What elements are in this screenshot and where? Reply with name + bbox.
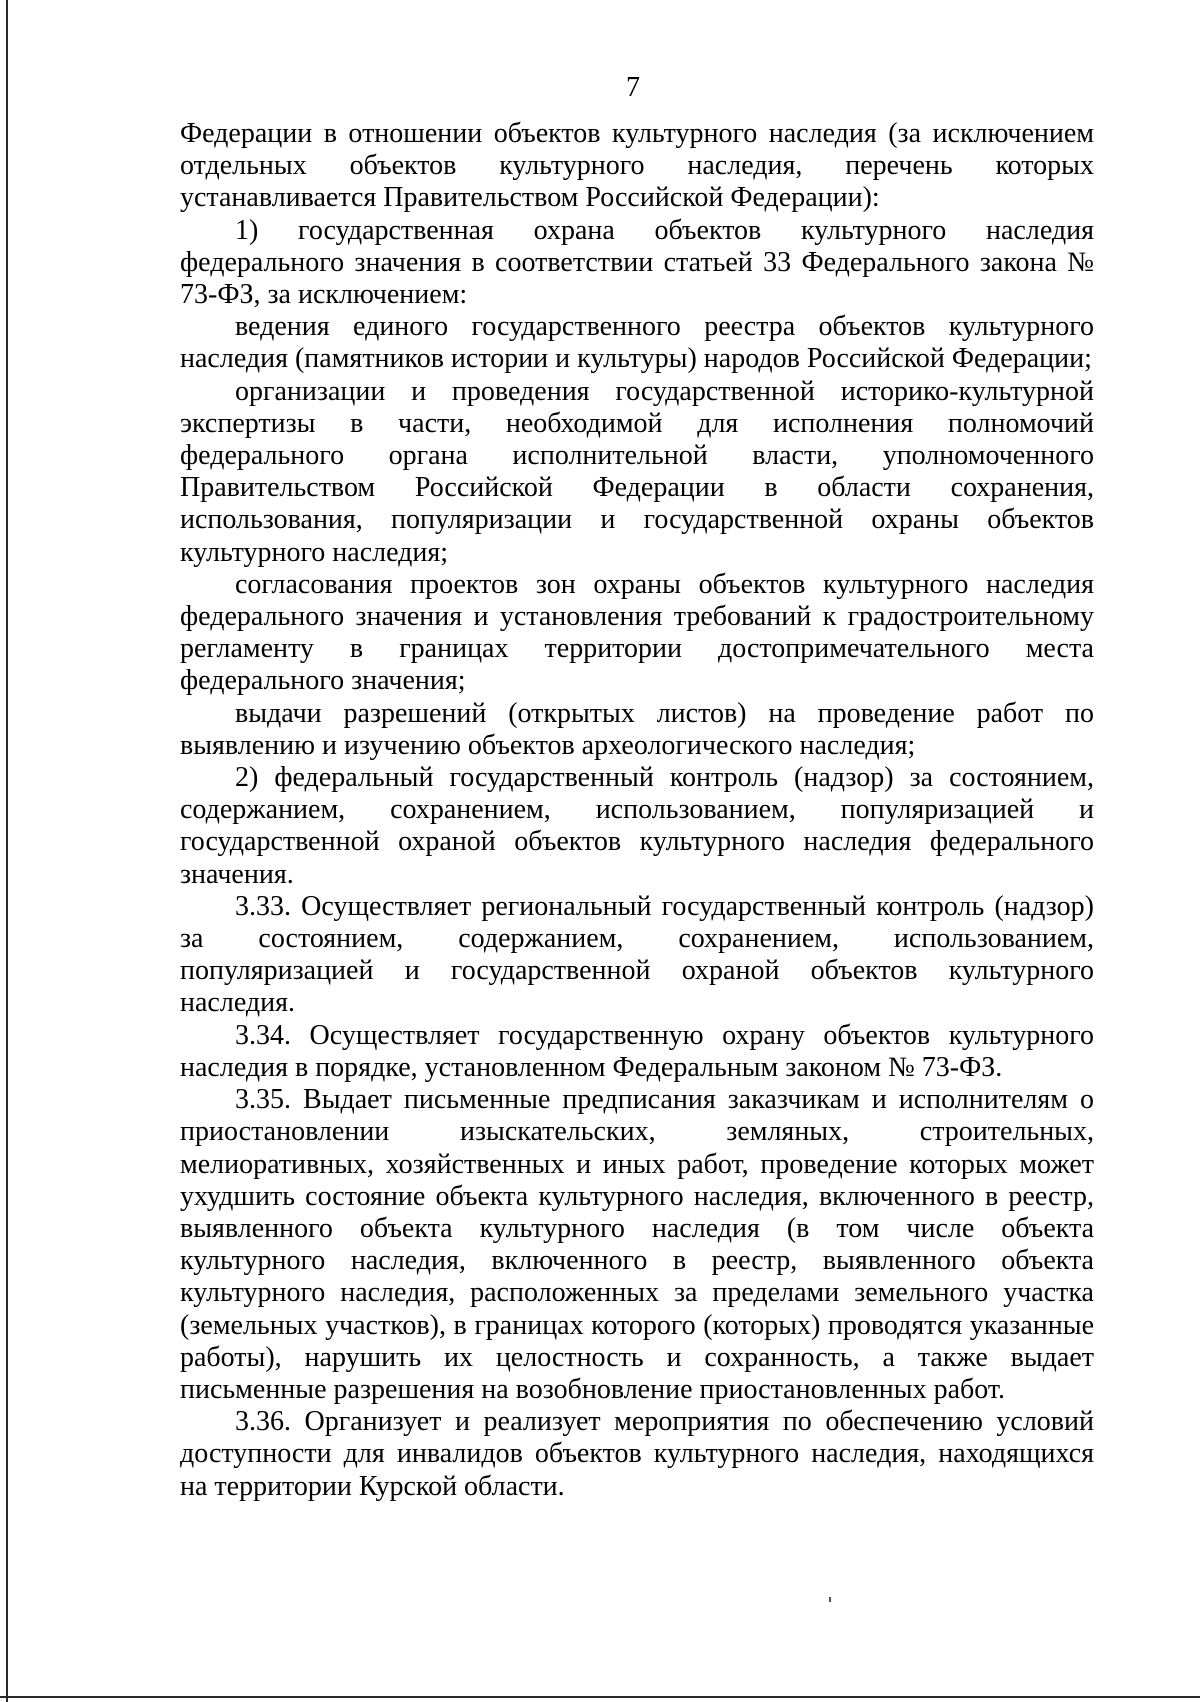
paragraph-exception-zones: согласования проектов зон охраны объектов культурного наследия федерального значения и установления требований к градостроительному регламенту в границах территории достопримечательного места федерального значения;: [180, 568, 1094, 697]
scan-bottom-edge: [0, 1696, 1200, 1698]
page-number: 7: [626, 72, 640, 103]
paragraph-3-35: 3.35. Выдает письменные предписания заказчикам и исполнителям о приостановлении изыскательских, земляных, строительных, мелиоративных, хозяйственных и иных работ, проведение которых может ухудшить состояние объекта культурного наследия, включенного в реестр, выявленного объекта культурного наследия (в том числе объекта культурного наследия, включенного в реестр, выявленного объекта культурного наследия, расположенных за пределами земельного участка (земельных участков), в границах которого (которых) проводятся указанные работы), нарушить их целостность и сохранность, а также выдает письменные разрешения на возобновление приостановленных работ.: [180, 1084, 1094, 1405]
paragraph-exception-expertise: организации и проведения государственной историко-культурной экспертизы в части, необходимой для исполнения полномочий федерального органа исполнительной власти, уполномоченного Правительством Российской Федерации в области сохранения, использования, популяризации и государственной охраны объектов культурного наследия;: [180, 375, 1094, 568]
paragraph-item-1: 1) государственная охрана объектов культурного наследия федерального значения в соответствии статьей 33 Федерального закона № 73-ФЗ, за исключением:: [180, 214, 1094, 311]
paragraph-3-36: 3.36. Организует и реализует мероприятия по обеспечению условий доступности для инвалидов объектов культурного наследия, находящихся на территории Курской области.: [180, 1406, 1094, 1502]
paragraph-3-33: 3.33. Осуществляет региональный государственный контроль (надзор) за состоянием, содержанием, сохранением, использованием, популяризацией и государственной охраной объектов культурного наследия.: [180, 890, 1094, 1019]
paragraph-3-34: 3.34. Осуществляет государственную охрану объектов культурного наследия в порядке, установленном Федеральным законом № 73-ФЗ.: [180, 1019, 1094, 1083]
document-body: [180, 118, 1094, 1503]
paragraph-continuation: Федерации в отношении объектов культурного наследия (за исключением отдельных объектов культурного наследия, перечень которых устанавливается Правительством Российской Федерации):: [180, 118, 1094, 214]
paragraph-exception-permits: выдачи разрешений (открытых листов) на проведение работ по выявлению и изучению объектов археологического наследия;: [180, 697, 1094, 761]
paragraph-exception-registry: ведения единого государственного реестра объектов культурного наследия (памятников истории и культуры) народов Российской Федерации;: [180, 311, 1094, 375]
paragraph-item-2: 2) федеральный государственный контроль (надзор) за состоянием, содержанием, сохранением, использованием, популяризацией и государственной охраной объектов культурного наследия федерального значения.: [180, 762, 1094, 890]
scan-left-edge: [6, 0, 8, 1702]
scan-speck: [829, 1597, 831, 1602]
